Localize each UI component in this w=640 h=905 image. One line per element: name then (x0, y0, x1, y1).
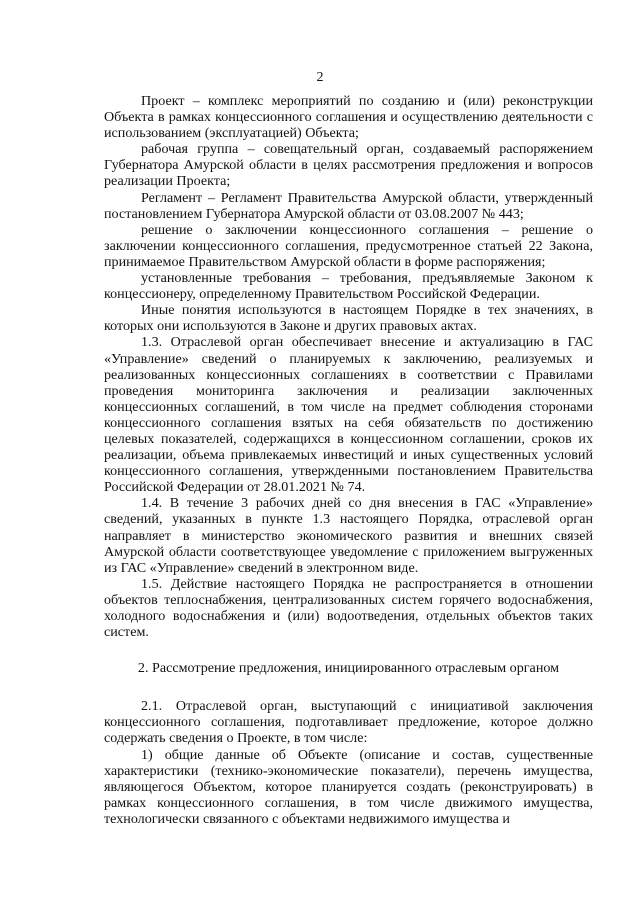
clause-2-1: 2.1. Отраслевой орган, выступающий с инициативой заключения концессионного соглашения, подготавливает предложение, которое должно содержать сведения о Проекте, в том числе: (104, 698, 593, 747)
section-heading: 2. Рассмотрение предложения, инициированного отраслевым органом (137, 660, 560, 677)
clause-2-1-item-1: 1) общие данные об Объекте (описание и состав, существенные характеристики (технико-экономические показатели), перечень имущества, являющегося Объектом, которое планируется создать (реконструировать) в рамках концессионного соглашения, в том числе движимого имущества, технологически связанного с объектами недвижимого имущества и (104, 746, 593, 827)
clause-1-5: 1.5. Действие настоящего Порядка не распространяется в отношении объектов теплоснабжения, централизованных систем горячего водоснабжения, холодного водоснабжения и (или) водоотведения, отдельных объектов таких систем. (104, 575, 593, 641)
document-body (104, 93, 593, 827)
definition-requirements: установленные требования – требования, предъявляемые Законом к концессионеру, определенному Правительством Российской Федерации. (104, 270, 593, 303)
page-number: 2 (316, 70, 324, 85)
definition-decision: решение о заключении концессионного соглашения – решение о заключении концессионного соглашения, предусмотренное статьей 22 Закона, принимаемое Правительством Амурской области в форме распоряжения; (104, 221, 593, 270)
definition-working-group: рабочая группа – совещательный орган, создаваемый распоряжением Губернатора Амурской области в целях рассмотрения предложения и вопросов реализации Проекта; (104, 141, 593, 190)
definition-project: Проект – комплекс мероприятий по созданию и (или) реконструкции Объекта в рамках концессионного соглашения и осуществлению деятельности с использованием (эксплуатацией) Объекта; (104, 93, 593, 142)
definition-regulation: Регламент – Регламент Правительства Амурской области, утвержденный постановлением Губернатора Амурской области от 03.08.2007 № 443; (104, 189, 593, 222)
clause-1-3: 1.3. Отраслевой орган обеспечивает внесение и актуализацию в ГАС «Управление» сведений о планируемых к заключению, реализуемых и реализованных концессионных соглашениях в соответствии с Правилами проведения мониторинга заключения и реализации заключенных концессионных соглашений, в том числе на предмет соблюдения сторонами концессионного соглашения взятых на себя обязательств по достижению целевых показателей, содержащихся в концессионном соглашении, сроков их реализации, объема привлекаемых инвестиций и иных существенных условий концессионного соглашения, утвержденными постановлением Правительства Российской Федерации от 28.01.2021 № 74. (104, 334, 593, 496)
other-terms-paragraph: Иные понятия используются в настоящем Порядке в тех значениях, в которых они используются в Законе и других правовых актах. (104, 302, 593, 335)
clause-1-4: 1.4. В течение 3 рабочих дней со дня внесения в ГАС «Управление» сведений, указанных в пункте 1.3 настоящего Порядка, отраслевой орган направляет в министерство экономического развития и внешних связей Амурской области соответствующее уведомление с приложением выгруженных из ГАС «Управление» сведений в электронном виде. (104, 495, 593, 576)
